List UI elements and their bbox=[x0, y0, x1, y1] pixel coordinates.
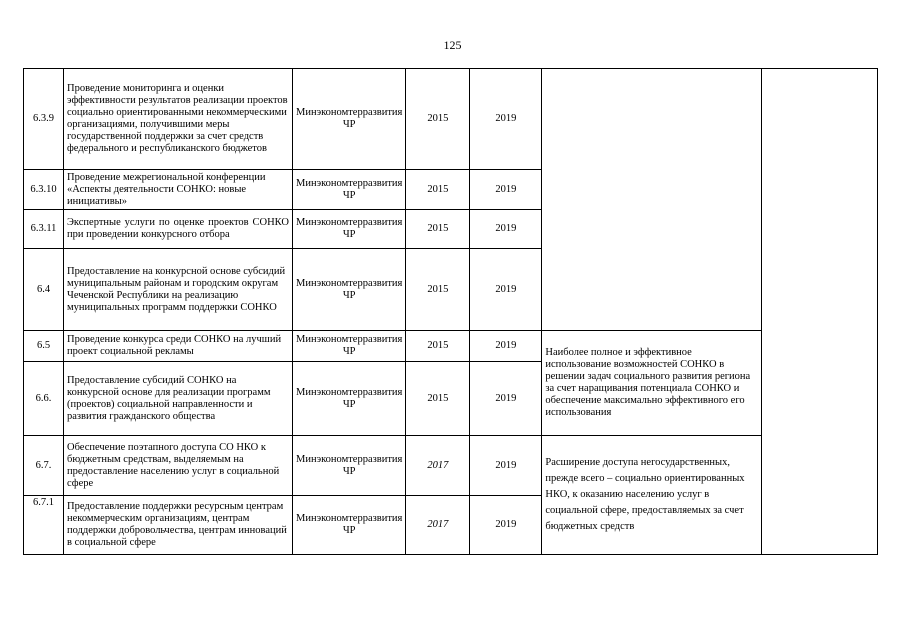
end-year: 2019 bbox=[470, 362, 542, 436]
activity-description: Экспертные услуги по оценке проектов СОНКО при проведении конкурсного отбора bbox=[64, 210, 293, 249]
end-year: 2019 bbox=[470, 331, 542, 362]
end-year: 2019 bbox=[470, 170, 542, 210]
executor: Минэкономтерразвития ЧР bbox=[293, 249, 406, 331]
start-year: 2015 bbox=[406, 331, 470, 362]
start-year: 2015 bbox=[406, 170, 470, 210]
row-number: 6.7. bbox=[24, 436, 64, 496]
row-number: 6.5 bbox=[24, 331, 64, 362]
activities-table bbox=[23, 68, 878, 555]
start-year: 2015 bbox=[406, 69, 470, 170]
executor: Минэкономтерразвития ЧР bbox=[293, 496, 406, 555]
activity-description: Проведение мониторинга и оценки эффективности результатов реализации проектов социально ориентированными некоммерческими организациями, получившими меры государственной поддержки за счет средств федерального и республиканского бюджетов bbox=[64, 69, 293, 170]
table-row-6-7 bbox=[24, 436, 878, 496]
end-year: 2019 bbox=[470, 436, 542, 496]
end-year: 2019 bbox=[470, 496, 542, 555]
activity-description: Проведение конкурса среди СОНКО на лучший проект социальной рекламы bbox=[64, 331, 293, 362]
start-year: 2015 bbox=[406, 210, 470, 249]
activity-description: Предоставление субсидий СОНКО на конкурсной основе для реализации программ (проектов) социальной направленности и развития гражданского общества bbox=[64, 362, 293, 436]
start-year: 2017 bbox=[406, 436, 470, 496]
row-number: 6.3.11 bbox=[24, 210, 64, 249]
start-year: 2015 bbox=[406, 362, 470, 436]
page-number: 125 bbox=[443, 38, 462, 52]
result-cell-empty bbox=[542, 69, 762, 331]
row-number: 6.4 bbox=[24, 249, 64, 331]
end-year: 2019 bbox=[470, 69, 542, 170]
row-number: 6.6. bbox=[24, 362, 64, 436]
row-number: 6.3.9 bbox=[24, 69, 64, 170]
executor: Минэкономтерразвития ЧР bbox=[293, 69, 406, 170]
table-row-6-3-9 bbox=[24, 69, 878, 170]
start-year: 2017 bbox=[406, 496, 470, 555]
row-number: 6.3.10 bbox=[24, 170, 64, 210]
executor: Минэкономтерразвития ЧР bbox=[293, 210, 406, 249]
extra-column-cell bbox=[762, 69, 878, 555]
expected-result-1: Наиболее полное и эффективное использование возможностей СОНКО в решении задач социального развития региона за счет наращивания потенциала СОНКО и обеспечение максимально эффективного его использования bbox=[542, 331, 762, 436]
end-year: 2019 bbox=[470, 210, 542, 249]
activity-description: Предоставление на конкурсной основе субсидий муниципальным районам и городским округам Чеченской Республики на реализацию муниципальных программ поддержки СОНКО bbox=[64, 249, 293, 331]
activity-description: Обеспечение поэтапного доступа СО НКО к бюджетным средствам, выделяемым на предоставление населению услуг в социальной сфере bbox=[64, 436, 293, 496]
activity-description: Проведение межрегиональной конференции «Аспекты деятельности СОНКО: новые инициативы» bbox=[64, 170, 293, 210]
end-year: 2019 bbox=[470, 249, 542, 331]
executor: Минэкономтерразвития ЧР bbox=[293, 331, 406, 362]
executor: Минэкономтерразвития ЧР bbox=[293, 170, 406, 210]
executor: Минэкономтерразвития ЧР bbox=[293, 362, 406, 436]
table-row-6-5 bbox=[24, 331, 878, 362]
expected-result-2: Расширение доступа негосударственных, прежде всего – социально ориентированных НКО, к оказанию населению услуг в социальной сфере, предоставляемых за счет бюджетных средств bbox=[542, 436, 762, 555]
activity-description: Предоставление поддержки ресурсным центрам некоммерческим организациям, центрам поддержки добровольчества, центрам инноваций в социальной сфере bbox=[64, 496, 293, 555]
row-number: 6.7.1 bbox=[24, 496, 64, 555]
start-year: 2015 bbox=[406, 249, 470, 331]
executor: Минэкономтерразвития ЧР bbox=[293, 436, 406, 496]
